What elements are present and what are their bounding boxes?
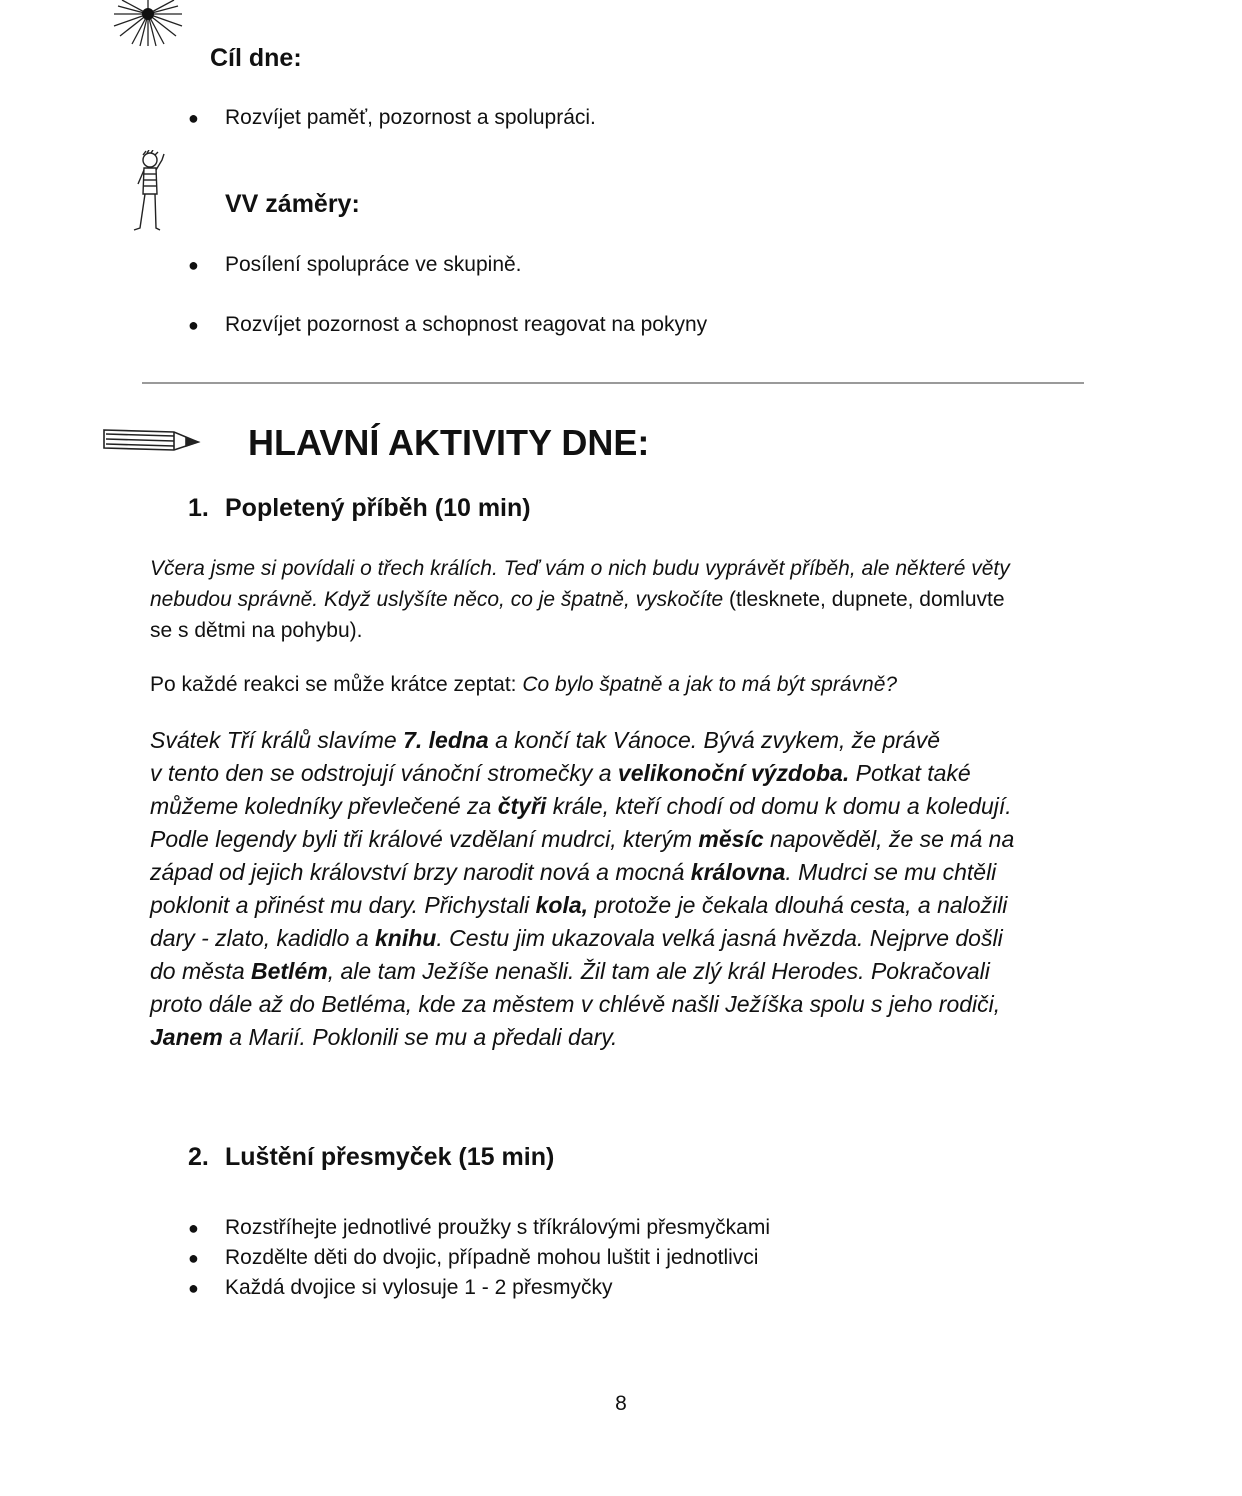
story-line: Podle legendy byli tři králové vzdělaní mudrci, kterým měsíc napověděl, že se má na <box>150 826 1015 852</box>
vv-title: VV záměry: <box>225 190 360 218</box>
goal-title: Cíl dne: <box>210 44 302 72</box>
activity1-intro: Včera jsme si povídali o třech králích. Teď vám o nich budu vyprávět příběh, ale některé věty nebudou správně. Když uslyšíte něco, co je špatně, vyskočíte (tlesknete, dupnete, domluvte se s dětmi na pohybu). <box>150 557 1010 642</box>
activity1-question: Po každé reakci se může krátce zeptat: Co bylo špatně a jak to má být správně? <box>150 673 898 696</box>
story-line: proto dále až do Betléma, kde za městem v chlévě našli Ježíška spolu s jeho rodiči, <box>150 991 1001 1017</box>
bullet-icon: ● <box>188 108 199 128</box>
bullet-icon: ● <box>188 315 199 335</box>
activity1-heading: 1. Popletený příběh (10 min) <box>188 494 531 522</box>
story-line: v tento den se odstrojují vánoční stromečky a velikonoční výzdoba. Potkat také <box>150 760 971 786</box>
page-number: 8 <box>615 1392 627 1415</box>
story-line: Janem a Marií. Poklonili se mu a předali dary. <box>150 1024 618 1050</box>
story-line: poklonit a přinést mu dary. Přichystali kola, protože je čekala dlouhá cesta, a naložili <box>150 892 1008 918</box>
section-divider <box>142 382 1084 384</box>
story-line: dary - zlato, kadidlo a knihu. Cestu jim ukazovala velká jasná hvězda. Nejprve došli <box>150 925 1003 951</box>
pencil-icon <box>100 420 204 464</box>
bullet-icon: ● <box>188 1248 199 1268</box>
story-line: můžeme koledníky převlečené za čtyři krále, kteří chodí od domu k domu a koledují. <box>150 793 1012 819</box>
sun-illustration-icon <box>110 0 190 48</box>
story-line: Svátek Tří králů slavíme 7. ledna a končí tak Vánoce. Bývá zvykem, že právě <box>150 727 940 753</box>
main-title: HLAVNÍ AKTIVITY DNE: <box>248 422 650 463</box>
activity2-heading: 2. Luštění přesmyček (15 min) <box>188 1143 555 1171</box>
bullet-icon: ● <box>188 1278 199 1298</box>
bullet-icon: ● <box>188 1218 199 1238</box>
story-line: do města Betlém, ale tam Ježíše nenašli. Žil tam ale zlý král Herodes. Pokračovali <box>150 958 990 984</box>
bullet-icon: ● <box>188 255 199 275</box>
child-figure-icon <box>126 150 170 234</box>
story-line: západ od jejich království brzy narodit nová a mocná královna. Mudrci se mu chtěli <box>150 859 997 885</box>
